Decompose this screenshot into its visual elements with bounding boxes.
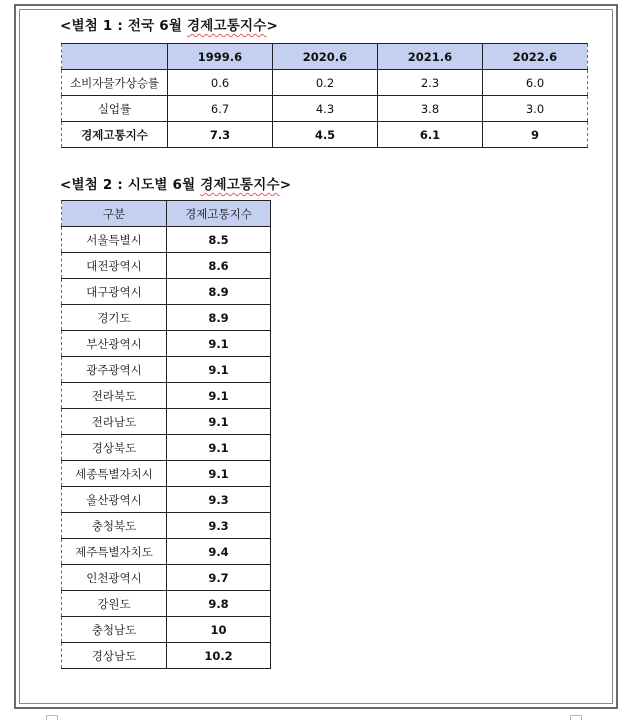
region-cell: 대구광역시: [62, 279, 167, 305]
region-cell: 부산광역시: [62, 331, 167, 357]
table-row: [62, 539, 271, 565]
table-row: [62, 409, 271, 435]
region-cell: 제주특별자치도: [62, 539, 167, 565]
index-value-cell: 9.1: [167, 383, 271, 409]
index-value-cell: 9.3: [167, 487, 271, 513]
page-corner-mark: [570, 715, 582, 720]
value-cell: 3.8: [378, 96, 483, 122]
index-value-cell: 9.1: [167, 435, 271, 461]
index-value-cell: 8.9: [167, 279, 271, 305]
index-value-cell: 9.3: [167, 513, 271, 539]
region-cell: 충청북도: [62, 513, 167, 539]
header-cell-1999: 1999.6: [168, 44, 273, 70]
value-cell: 3.0: [483, 96, 588, 122]
index-value-cell: 10: [167, 617, 271, 643]
region-cell: 광주광역시: [62, 357, 167, 383]
region-cell: 대전광역시: [62, 253, 167, 279]
table-row: [62, 331, 271, 357]
table1-heading-underlined: 경제고통지수: [187, 18, 267, 34]
value-cell: 7.3: [168, 122, 273, 148]
region-cell: 전라남도: [62, 409, 167, 435]
table-row: [62, 122, 588, 148]
table1-heading-prefix: <별첨 1 : 전국 6월: [60, 18, 188, 34]
region-cell: 경기도: [62, 305, 167, 331]
row-label: 소비자물가상승률: [62, 70, 168, 96]
header-cell-2022: 2022.6: [483, 44, 588, 70]
page-corner-mark: [46, 715, 58, 720]
table-row: [62, 617, 271, 643]
table2-heading: [60, 173, 291, 193]
table-row: [62, 435, 271, 461]
index-value-cell: 9.4: [167, 539, 271, 565]
header-cell-blank: [62, 44, 168, 70]
region-cell: 서울특별시: [62, 227, 167, 253]
table-row: [62, 227, 271, 253]
national-index-table: [61, 43, 588, 148]
value-cell: 0.6: [168, 70, 273, 96]
region-cell: 전라북도: [62, 383, 167, 409]
region-cell: 인천광역시: [62, 565, 167, 591]
region-cell: 충청남도: [62, 617, 167, 643]
row-label: 실업률: [62, 96, 168, 122]
index-value-cell: 10.2: [167, 643, 271, 669]
value-cell: 6.7: [168, 96, 273, 122]
value-cell: 0.2: [273, 70, 378, 96]
table-row: [62, 305, 271, 331]
table-row: [62, 357, 271, 383]
table2-heading-suffix: >: [279, 177, 292, 193]
table-row: [62, 591, 271, 617]
value-cell: 6.1: [378, 122, 483, 148]
table2-heading-underlined: 경제고통지수: [200, 177, 280, 193]
region-cell: 울산광역시: [62, 487, 167, 513]
table-row: [62, 70, 588, 96]
table-row: [62, 279, 271, 305]
table-row: [62, 383, 271, 409]
table-row: [62, 253, 271, 279]
table-row: [62, 487, 271, 513]
table-row: [62, 461, 271, 487]
table-header-row: [62, 44, 588, 70]
table2-heading-prefix: <별첨 2 : 시도별 6월: [60, 177, 201, 193]
header-cell-index: 경제고통지수: [167, 201, 271, 227]
index-value-cell: 9.1: [167, 409, 271, 435]
index-value-cell: 8.6: [167, 253, 271, 279]
value-cell: 6.0: [483, 70, 588, 96]
table1-heading: [60, 14, 278, 34]
region-cell: 세종특별자치시: [62, 461, 167, 487]
region-cell: 경상남도: [62, 643, 167, 669]
value-cell: 9: [483, 122, 588, 148]
index-value-cell: 9.1: [167, 331, 271, 357]
region-cell: 경상북도: [62, 435, 167, 461]
row-label: 경제고통지수: [62, 122, 168, 148]
header-cell-region: 구분: [62, 201, 167, 227]
table-row: [62, 565, 271, 591]
index-value-cell: 9.1: [167, 357, 271, 383]
index-value-cell: 9.7: [167, 565, 271, 591]
region-cell: 강원도: [62, 591, 167, 617]
table-header-row: [62, 201, 271, 227]
index-value-cell: 8.9: [167, 305, 271, 331]
index-value-cell: 9.1: [167, 461, 271, 487]
value-cell: 2.3: [378, 70, 483, 96]
value-cell: 4.5: [273, 122, 378, 148]
regional-index-table: [61, 200, 271, 669]
table1-heading-suffix: >: [266, 18, 278, 34]
index-value-cell: 8.5: [167, 227, 271, 253]
value-cell: 4.3: [273, 96, 378, 122]
header-cell-2020: 2020.6: [273, 44, 378, 70]
table-row: [62, 513, 271, 539]
table-row: [62, 643, 271, 669]
header-cell-2021: 2021.6: [378, 44, 483, 70]
index-value-cell: 9.8: [167, 591, 271, 617]
table-row: [62, 96, 588, 122]
